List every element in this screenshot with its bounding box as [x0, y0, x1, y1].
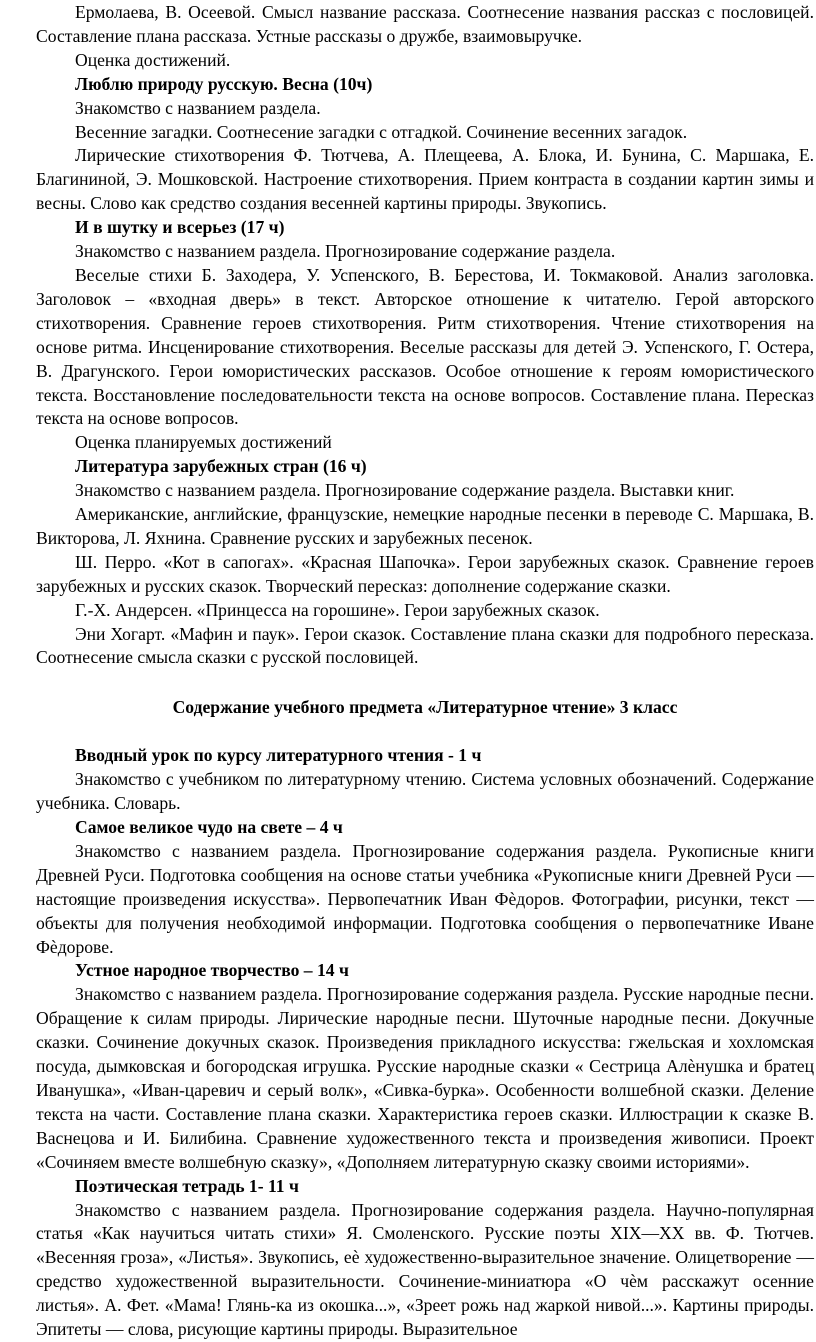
paragraph: Оценка планируемых достижений	[75, 432, 332, 453]
paragraph: Знакомство с учебником по литературному чтению. Система условных обозначений. Содержание учебника. Словарь.	[36, 769, 814, 814]
paragraph: Знакомство с названием раздела. Прогнозирование содержание раздела. Выставки книг.	[75, 480, 735, 501]
paragraph: Знакомство с названием раздела. Прогнозирование содержания раздела. Рукописные книги Древней Руси. Подготовка сообщения на основе статьи учебника «Рукописные книги Древней Руси — настоящие произведения искусства». Первопечатник Иван Фѐдоров. Фотографии, рисунки, текст — объекты для получения необходимой информации. Подготовка сообщения о первопечатнике Иване Фѐдорове.	[36, 840, 814, 957]
page-title: Содержание учебного предмета «Литературное чтение» 3 класс	[172, 697, 678, 718]
paragraph: Весенние загадки. Соотнесение загадки с отгадкой. Сочинение весенних загадок.	[75, 121, 688, 142]
section-heading: Поэтическая тетрадь 1- 11 ч	[75, 1175, 299, 1196]
section-heading: Самое великое чудо на свете – 4 ч	[75, 817, 343, 837]
grade3-content	[0, 744, 816, 1342]
paragraph: Лирические стихотворения Ф. Тютчева, А. Плещеева, А. Блока, И. Бунина, С. Маршака, Е. Благининой, Э. Мошковской. Настроение стихотворения. Прием контраста в создании картин зимы и весны. Слово как средство создания весенней картины природы. Звукопись.	[36, 145, 814, 214]
paragraph: Знакомство с названием раздела.	[75, 97, 321, 118]
paragraph: Ш. Перро. «Кот в сапогах». «Красная Шапочка». Герои зарубежных сказок. Сравнение героев зарубежных и русских сказок. Творческий пересказ: дополнение содержание сказки.	[36, 551, 814, 596]
paragraph: Знакомство с названием раздела. Прогнозирование содержания раздела. Русские народные песни. Обращение к силам природы. Лирические народные песни. Шуточные народные песни. Докучные сказки. Сочинение докучных сказок. Произведения прикладного искусства: гжельская и хохломская посуда, дымковская и богородская игрушка. Русские народные сказки « Сестрица Алѐнушка и братец Иванушка», «Иван-царевич и серый волк», «Сивка-бурка». Особенности волшебной сказки. Деление текста на части. Составление плана сказки. Характеристика героев сказки. Иллюстрации к сказке В. Васнецова и И. Билибина. Сравнение художественного текста и произведения живописи. Проект «Сочиняем вместе волшебную сказку», «Дополняем литературную сказку своими историями».	[36, 984, 814, 1172]
paragraph: Эни Хогарт. «Мафин и паук». Герои сказок. Составление плана сказки для подробного пересказа. Соотнесение смысла сказки с русской пословицей.	[36, 623, 814, 668]
section-heading: Люблю природу русскую. Весна (10ч)	[75, 73, 373, 94]
section-heading: Устное народное творчество – 14 ч	[75, 960, 349, 981]
grade2-content-continued	[0, 1, 816, 670]
section-heading: Литература зарубежных стран (16 ч)	[75, 456, 367, 477]
paragraph: Ермолаева, В. Осеевой. Смысл название рассказа. Соотнесение названия рассказ с пословицей. Составление плана рассказа. Устные рассказы о дружбе, взаимовыручке.	[36, 2, 814, 46]
paragraph: Оценка достижений.	[75, 49, 231, 70]
paragraph: Г.-Х. Андерсен. «Принцесса на горошине». Герои зарубежных сказок.	[75, 599, 600, 620]
paragraph: Знакомство с названием раздела. Прогнозирование содержания раздела. Научно-популярная статья «Как научиться читать стихи» Я. Смоленского. Русские поэты XIX—XX вв. Ф. Тютчев. «Весенняя гроза», «Листья». Звукопись, еѐ художественно-выразительное значение. Олицетворение — средство художественной выразительности. Сочинение-миниатюра «О чѐм расскажут осенние листья». А. Фет. «Мама! Глянь-ка из окошка...», «Зреет рожь над жаркой нивой...». Картины природы. Эпитеты — слова, рисующие картины природы. Выразительное	[36, 1199, 814, 1340]
section-heading: И в шутку и всерьез (17 ч)	[75, 217, 285, 238]
paragraph: Американские, английские, французские, немецкие народные песенки в переводе С. Маршака, В. Викторова, Л. Яхнина. Сравнение русских и зарубежных песенок.	[36, 504, 814, 548]
paragraph: Веселые стихи Б. Заходера, У. Успенского, В. Берестова, И. Токмаковой. Анализ заголовка. Заголовок – «входная дверь» в текст. Авторское отношение к читателю. Герой авторского стихотворения. Сравнение героев стихотворения. Ритм стихотворения. Чтение стихотворения на основе ритма. Инсценирование стихотворения. Веселые рассказы для детей Э. Успенского, Г. Остера, В. Драгунского. Герои юмористических рассказов. Особое отношение к героям юмористического текста. Восстановление последовательности текста на основе вопросов. Составление плана. Пересказ текста на основе вопросов.	[36, 264, 814, 429]
section-heading: Вводный урок по курсу литературного чтения - 1 ч	[75, 745, 482, 766]
paragraph: Знакомство с названием раздела. Прогнозирование содержание раздела.	[75, 241, 616, 262]
